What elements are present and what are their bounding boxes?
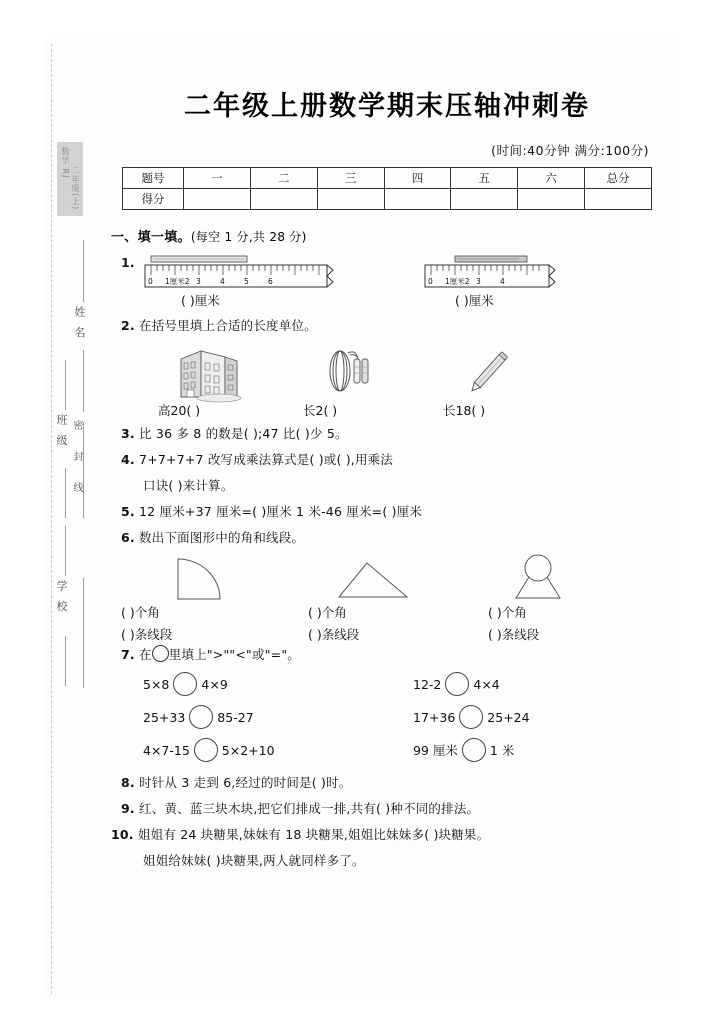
quarter-circle-shape <box>168 553 248 605</box>
col-total: 总分 <box>585 168 652 189</box>
compare-pair-4 <box>413 705 530 729</box>
svg-text:4: 4 <box>220 277 225 286</box>
subject-tab <box>57 142 83 216</box>
q10-number: 10. <box>111 827 134 842</box>
triangle-shape <box>333 553 443 605</box>
pair-3-answer-circle[interactable] <box>189 705 213 729</box>
question-4-line2 <box>143 476 671 495</box>
pair-2-right: 4×4 <box>473 676 500 692</box>
section-one-title: 一、填一填。 <box>111 230 191 245</box>
circle-blank-icon <box>152 645 169 662</box>
q8-text: 时针从 3 走到 6,经过的时间是( )时。 <box>139 775 352 790</box>
pair-6-answer-circle[interactable] <box>462 738 486 762</box>
q2-prompt: 在括号里填上合适的长度单位。 <box>139 318 317 333</box>
question-7-text <box>121 645 671 664</box>
pair-2-left: 12-2 <box>413 676 442 692</box>
q5-text: 12 厘米+37 厘米=( )厘米 1 米-46 厘米=( )厘米 <box>139 504 423 519</box>
q9-number: 9. <box>121 801 135 816</box>
svg-text:4: 4 <box>500 277 505 286</box>
col-2: 二 <box>250 168 317 189</box>
q4-number: 4. <box>121 452 135 467</box>
compare-pair-2 <box>413 672 500 696</box>
pair-3-right: 85-27 <box>217 709 254 725</box>
ruler-a-caption: ( )厘米 <box>181 293 220 308</box>
col-5: 五 <box>451 168 518 189</box>
svg-text:0: 0 <box>428 277 433 286</box>
section-one-note: (每空 1 分,共 28 分) <box>190 230 307 244</box>
score-cell-2[interactable] <box>250 189 317 210</box>
pair-3-left: 25+33 <box>143 709 186 725</box>
q7-prompt-b: 里填上">""<"或"="。 <box>168 647 300 662</box>
q6-number: 6. <box>121 530 135 545</box>
score-cell-6[interactable] <box>518 189 585 210</box>
shape-2-segment-caption: ( )条线段 <box>308 627 360 642</box>
q3-number: 3. <box>121 426 135 441</box>
q1-number: 1. <box>121 255 135 270</box>
svg-text:1厘米2: 1厘米2 <box>165 277 190 286</box>
pair-4-answer-circle[interactable] <box>459 705 483 729</box>
question-6-text <box>121 528 671 547</box>
svg-text:5: 5 <box>244 277 249 286</box>
question-10-line1 <box>111 825 671 844</box>
compare-pair-3 <box>143 705 254 729</box>
question-8 <box>121 773 671 792</box>
table-row-question-numbers <box>123 168 652 189</box>
col-3: 三 <box>317 168 384 189</box>
building-icon <box>163 341 253 403</box>
keyhole-shape <box>498 553 578 605</box>
label-class: 班 级 <box>55 414 68 449</box>
question-1 <box>103 251 671 309</box>
pair-1-left: 5×8 <box>143 676 170 692</box>
rule-school <box>65 526 66 576</box>
pair-1-right: 4×9 <box>201 676 228 692</box>
compare-pair-6 <box>413 738 514 762</box>
score-cell-3[interactable] <box>317 189 384 210</box>
table-row-scores <box>123 189 652 210</box>
pair-5-answer-circle[interactable] <box>194 738 218 762</box>
worksheet-content <box>103 38 671 870</box>
question-9 <box>121 799 671 818</box>
page-title: 二年级上册数学期末压轴冲刺卷 <box>184 91 590 122</box>
shape-3-angle-caption: ( )个角 <box>488 605 527 620</box>
rule-class-lower <box>65 468 66 518</box>
shape-2-angle-caption: ( )个角 <box>308 605 347 620</box>
worksheet-page <box>45 38 679 998</box>
pair-6-right: 1 米 <box>489 743 515 758</box>
svg-text:3: 3 <box>196 277 201 286</box>
col-6: 六 <box>518 168 585 189</box>
rule-school-lower <box>65 636 66 686</box>
rule-class <box>65 360 66 410</box>
row-label-score: 得分 <box>123 189 184 210</box>
label-seal: 密 封 线 <box>71 420 82 502</box>
subject-tab-line2: 二年级(上) <box>71 166 80 211</box>
exam-meta: (时间:40分钟 满分:100分) <box>491 143 649 158</box>
jump-rope-caption: 长2( ) <box>303 403 338 418</box>
compare-pair-1 <box>143 672 228 696</box>
building-caption: 高20( ) <box>158 403 201 418</box>
q10-text-line2: 姐姐给妹妹( )块糖果,两人就同样多了。 <box>143 853 365 868</box>
question-10-line2 <box>143 851 671 870</box>
pencil-caption: 长18( ) <box>443 403 486 418</box>
q4-text-line1: 7+7+7+7 改写成乘法算式是( )或( ),用乘法 <box>139 452 394 467</box>
pair-5-right: 5×2+10 <box>221 742 275 758</box>
pencil-icon <box>458 343 518 403</box>
svg-text:6: 6 <box>268 277 273 286</box>
q9-text: 红、黄、蓝三块木块,把它们排成一排,共有( )种不同的排法。 <box>139 801 480 816</box>
seal-margin-strip <box>45 38 103 998</box>
question-4-line1 <box>121 450 671 469</box>
section-one-heading <box>111 226 671 245</box>
shape-3-segment-caption: ( )条线段 <box>488 627 540 642</box>
score-cell-1[interactable] <box>184 189 251 210</box>
q6-prompt: 数出下面图形中的角和线段。 <box>139 530 305 545</box>
rule-name-lower <box>83 350 84 412</box>
q8-number: 8. <box>121 775 135 790</box>
dashed-fold-line <box>51 44 52 994</box>
compare-pair-5 <box>143 738 275 762</box>
col-1: 一 <box>184 168 251 189</box>
shape-1-segment-caption: ( )条线段 <box>121 627 173 642</box>
pair-2-answer-circle[interactable] <box>445 672 469 696</box>
ruler-a-icon <box>143 251 343 291</box>
q7-number: 7. <box>121 647 135 662</box>
rule-long-right <box>83 422 84 518</box>
pair-1-answer-circle[interactable] <box>173 672 197 696</box>
shape-1-angle-caption: ( )个角 <box>121 605 160 620</box>
question-5 <box>121 502 671 521</box>
pair-4-left: 17+36 <box>413 709 456 725</box>
pair-4-right: 25+24 <box>487 709 530 725</box>
q7-prompt-a: 在 <box>139 647 152 662</box>
label-name: 姓 名 <box>73 306 86 341</box>
score-table <box>122 167 652 210</box>
question-6-shapes <box>103 553 671 642</box>
q3-text: 比 36 多 8 的数是( );47 比( )少 5。 <box>139 426 348 441</box>
ruler-b-caption: ( )厘米 <box>455 293 494 308</box>
rule-long-right-2 <box>83 578 84 688</box>
q5-number: 5. <box>121 504 135 519</box>
svg-text:0: 0 <box>148 277 153 286</box>
question-7-pairs <box>103 670 671 766</box>
jump-rope-icon <box>318 343 378 403</box>
col-4: 四 <box>384 168 451 189</box>
question-2-pictures <box>103 339 671 417</box>
svg-text:3: 3 <box>476 277 481 286</box>
q10-text-line1: 姐姐有 24 块糖果,妹妹有 18 块糖果,姐姐比妹妹多( )块糖果。 <box>137 827 490 842</box>
score-cell-total[interactable] <box>585 189 652 210</box>
question-2-text <box>121 316 671 335</box>
pair-5-left: 4×7-15 <box>143 742 190 758</box>
rule-name <box>83 240 84 302</box>
score-cell-5[interactable] <box>451 189 518 210</box>
svg-text:1厘米2: 1厘米2 <box>445 277 470 286</box>
score-cell-4[interactable] <box>384 189 451 210</box>
subject-tab-line1: 数学 RJ <box>61 147 70 179</box>
label-school: 学 校 <box>55 580 68 615</box>
row-label-question: 题号 <box>123 168 184 189</box>
question-3 <box>121 424 671 443</box>
ruler-b-icon <box>423 251 583 291</box>
pair-6-left: 99 厘米 <box>413 743 458 758</box>
q4-text-line2: 口诀( )来计算。 <box>143 478 234 493</box>
q2-number: 2. <box>121 318 135 333</box>
